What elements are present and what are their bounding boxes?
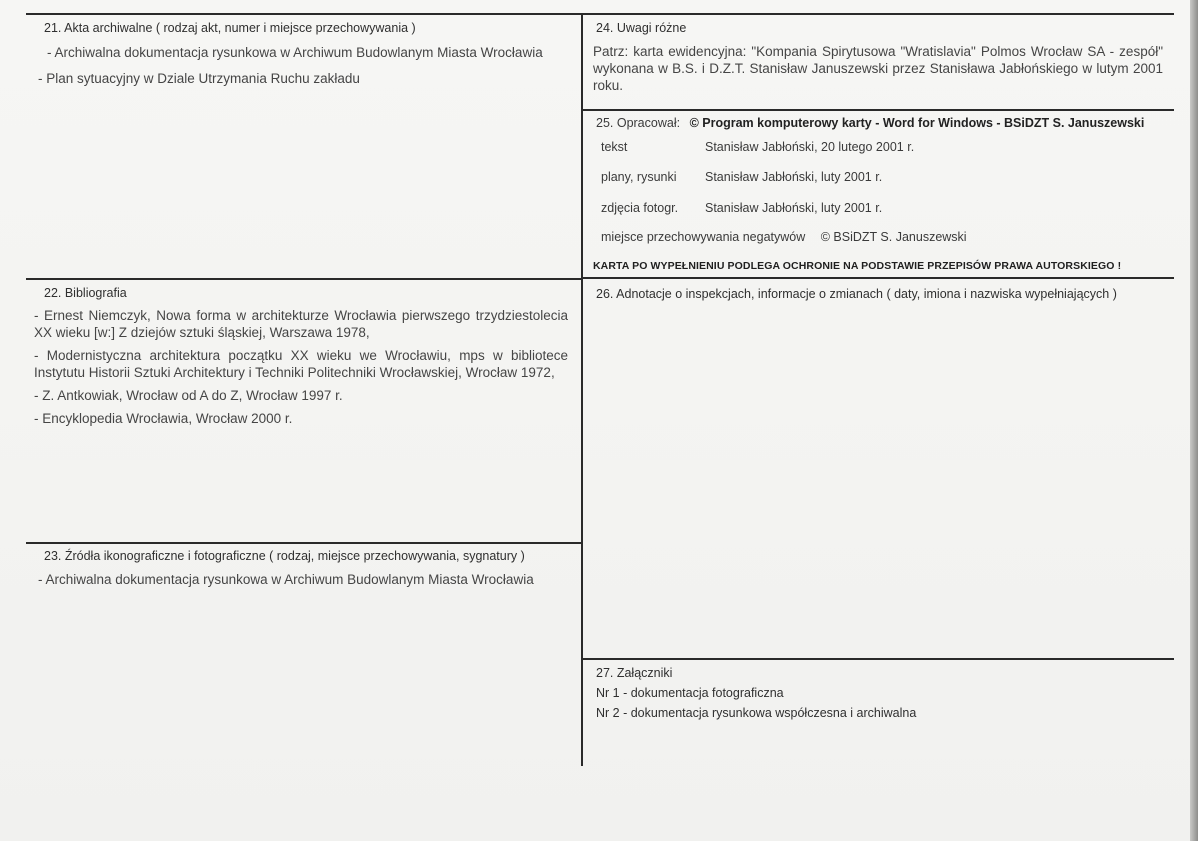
section-22-item-1: - Ernest Niemczyk, Nowa forma w architekturze Wrocławia pierwszego trzydziestolecia XX wieku [w:] Z dziejów sztuki śląskiej, Warszawa 1978, bbox=[34, 308, 568, 340]
rule-21-22 bbox=[26, 278, 582, 280]
section-22-item-3: - Z. Antkowiak, Wrocław od A do Z, Wrocław 1997 r. bbox=[34, 388, 343, 403]
section-21-archival-files bbox=[38, 21, 566, 87]
rule-22-23 bbox=[26, 542, 582, 544]
section-25-title-row bbox=[596, 116, 1144, 130]
section-26-title: 26. Adnotacje o inspekcjach, informacje o zmianach ( daty, imiona i nazwiska wypełniających ) bbox=[596, 287, 1117, 301]
section-24-title: 24. Uwagi różne bbox=[596, 21, 687, 35]
section-21-item-1: - Archiwalna dokumentacja rysunkowa w Archiwum Budowlanym Miasta Wrocławia bbox=[47, 45, 543, 60]
section-21-item-2: - Plan sytuacyjny w Dziale Utrzymania Ruchu zakładu bbox=[38, 71, 360, 86]
section-27-attachments bbox=[596, 666, 1166, 720]
row-negatives bbox=[601, 230, 967, 244]
row-photos-label: zdjęcia fotogr. bbox=[601, 201, 679, 215]
section-22-item-4: - Encyklopedia Wrocławia, Wrocław 2000 r. bbox=[34, 411, 293, 426]
section-25-prepared-by bbox=[593, 110, 1173, 276]
section-22-item-2: - Modernistyczna architektura początku XX wieku we Wrocławiu, mps w bibliotece Instytutu Historii Sztuki Architektury i Techniki Politechniki Wrocławskiej, Wrocław 1972, bbox=[34, 348, 568, 380]
negatives-label: miejsce przechowywania negatywów bbox=[601, 230, 806, 244]
section-25-title: 25. Opracował: bbox=[596, 116, 681, 130]
section-24-remarks bbox=[593, 21, 1163, 94]
center-divider bbox=[581, 13, 583, 766]
row-text-value: Stanisław Jabłoński, 20 lutego 2001 r. bbox=[705, 140, 915, 154]
row-photos-value: Stanisław Jabłoński, luty 2001 r. bbox=[705, 201, 883, 215]
section-24-text: Patrz: karta ewidencyjna: "Kompania Spirytusowa "Wratislavia" Polmos Wrocław SA - zespół" wykonana w B.S. i D.Z.T. Stanisław Januszewski przez Stanisława Jabłońskiego w lutym 2001 roku. bbox=[593, 44, 1163, 93]
rule-26-27 bbox=[581, 658, 1174, 660]
attachment-item-2: Nr 2 - dokumentacja rysunkowa współczesna i archiwalna bbox=[596, 706, 917, 720]
section-22-title: 22. Bibliografia bbox=[44, 286, 127, 300]
section-26-annotations bbox=[596, 287, 1166, 301]
section-23-item-1: - Archiwalna dokumentacja rysunkowa w Archiwum Budowlanym Miasta Wrocławia bbox=[38, 572, 534, 587]
scan-edge-shadow bbox=[1190, 0, 1198, 841]
section-23-iconographic-sources bbox=[38, 549, 568, 588]
section-22-bibliography bbox=[34, 286, 568, 427]
section-23-title: 23. Źródła ikonograficzne i fotograficzne ( rodzaj, miejsce przechowywania, sygnatury ) bbox=[44, 549, 525, 563]
section-27-title: 27. Załączniki bbox=[596, 666, 673, 680]
rule-25-26 bbox=[581, 277, 1174, 279]
program-credit: © Program komputerowy karty - Word for Windows - BSiDZT S. Januszewski bbox=[689, 116, 1145, 130]
row-plans-value: Stanisław Jabłoński, luty 2001 r. bbox=[705, 170, 883, 184]
row-plans-label: plany, rysunki bbox=[601, 170, 677, 184]
attachment-item-1: Nr 1 - dokumentacja fotograficzna bbox=[596, 686, 784, 700]
row-text-label: tekst bbox=[601, 140, 628, 154]
section-21-title: 21. Akta archiwalne ( rodzaj akt, numer i miejsce przechowywania ) bbox=[44, 21, 416, 35]
copyright-warning: KARTA PO WYPEŁNIENIU PODLEGA OCHRONIE NA PODSTAWIE PRZEPISÓW PRAWA AUTORSKIEGO ! bbox=[593, 260, 1122, 272]
top-rule bbox=[26, 13, 1174, 15]
negatives-value: © BSiDZT S. Januszewski bbox=[820, 230, 967, 244]
